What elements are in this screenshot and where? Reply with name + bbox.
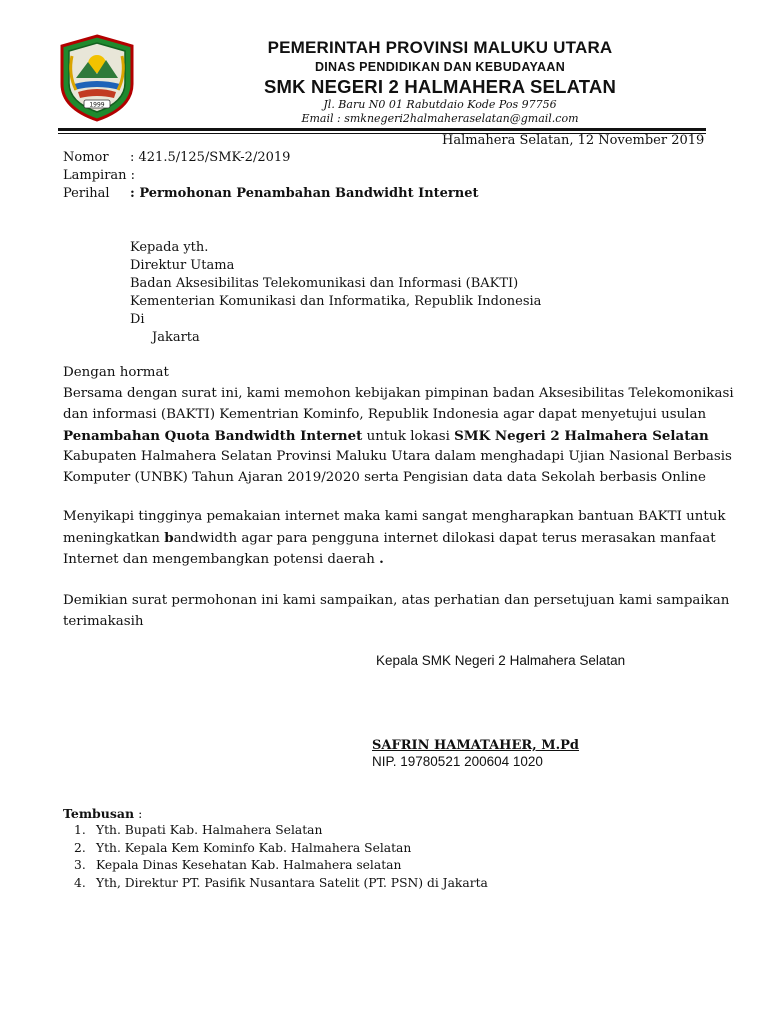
tembusan-item-number: 3. (74, 858, 86, 872)
tembusan-item-text: Yth. Kepala Kem Kominfo Kab. Halmahera Selatan (96, 840, 412, 855)
header-email: Email : smknegeri2halmaheraselatan@gmail.com (301, 112, 579, 125)
tembusan-list (63, 823, 488, 893)
paragraph-2-line-3-b: . (379, 551, 384, 567)
paragraph-1-line-3-mid: untuk lokasi (362, 429, 455, 444)
recipient-city: Jakarta (152, 330, 200, 345)
letter-date: Halmahera Selatan, 12 November 2019 (442, 133, 705, 148)
tembusan-label: Tembusan (63, 806, 135, 821)
recipient-ministry: Kementerian Komunikasi dan Informatika, Republik Indonesia (130, 294, 542, 309)
tembusan-label-wrap (63, 806, 142, 821)
header-department-title: DINAS PENDIDIKAN DAN KEBUDAYAAN (314, 60, 566, 74)
paragraph-3-line-1: Demikian surat permohonan ini kami sampaikan, atas perhatian dan persetujuan kami sampaikan (63, 593, 730, 608)
recipient-position: Direktur Utama (130, 258, 235, 273)
lampiran-label: Lampiran : (63, 168, 136, 183)
logo-year: 1999 (89, 101, 105, 109)
tembusan-item-text: Yth, Direktur PT. Pasifik Nusantara Satelit (PT. PSN) di Jakarta (96, 875, 488, 890)
signature-title: Kepala SMK Negeri 2 Halmahera Selatan (376, 653, 626, 668)
tembusan-item-number: 4. (74, 875, 86, 890)
recipient-di: Di (130, 312, 145, 327)
nomor-label: Nomor (63, 150, 109, 165)
paragraph-2-line-2-c: andwidth agar para pengguna internet dilokasi dapat terus merasakan manfaat (173, 531, 716, 546)
paragraph-2-line-1: Menyikapi tingginya pemakaian internet maka kami sangat mengharapkan bantuan BAKTI untuk (63, 509, 726, 524)
paragraph-2-line-3 (63, 551, 703, 572)
perihal-label: Perihal (63, 186, 110, 201)
nomor-value: : 421.5/125/SMK-2/2019 (130, 150, 291, 165)
paragraph-2-line-2-a: meningkatkan (63, 531, 165, 546)
tembusan-item (63, 841, 488, 859)
paragraph-3-line-2: terimakasih (63, 614, 144, 629)
header-address: Jl. Baru N0 01 Rabutdaio Kode Pos 97756 (323, 98, 557, 111)
header-school-title: SMK NEGERI 2 HALMAHERA SELATAN (263, 76, 617, 97)
header-government-title: PEMERINTAH PROVINSI MALUKU UTARA (267, 38, 613, 57)
tembusan-item-text: Yth. Bupati Kab. Halmahera Selatan (96, 823, 323, 837)
paragraph-2-line-2-b: b (164, 530, 174, 546)
perihal-value: : Permohonan Penambahan Bandwidht Internet (130, 186, 479, 201)
bandwidth-request-emphasis: Penambahan Quota Bandwidth Internet (63, 428, 363, 444)
paragraph-1-line-4: Kabupaten Halmahera Selatan Provinsi Maluku Utara dalam menghadapi Ujian Nasional Berbasis (63, 449, 732, 464)
tembusan-item (63, 858, 488, 876)
provincial-emblem-logo (58, 34, 136, 122)
tembusan-item (63, 876, 488, 894)
tembusan-item-number: 2. (74, 840, 86, 855)
paragraph-2-line-2 (63, 530, 716, 551)
greeting: Dengan hormat (63, 365, 169, 380)
tembusan-item (63, 823, 488, 841)
signature-name: SAFRIN HAMATAHER, M.Pd (372, 738, 580, 753)
header-divider-thick (58, 128, 706, 131)
paragraph-2-line-3-a: Internet dan mengembangkan potensi daerah (63, 552, 380, 567)
school-name-emphasis: SMK Negeri 2 Halmahera Selatan (454, 428, 709, 444)
recipient-salutation: Kepada yth. (130, 240, 209, 255)
paragraph-1-line-3 (63, 428, 709, 449)
tembusan-item-number: 1. (74, 823, 86, 837)
signature-nip: NIP. 19780521 200604 1020 (372, 754, 543, 769)
paragraph-1-line-1: Bersama dengan surat ini, kami memohon kebijakan pimpinan badan Aksesibilitas Telekomonikasi (63, 386, 734, 401)
paragraph-1-line-2: dan informasi (BAKTI) Kementrian Kominfo, Republik Indonesia agar dapat menyetujui usulan (63, 407, 707, 422)
recipient-agency: Badan Aksesibilitas Telekomunikasi dan Informasi (BAKTI) (130, 276, 519, 291)
tembusan-item-text: Kepala Dinas Kesehatan Kab. Halmahera selatan (96, 858, 402, 872)
tembusan-colon: : (134, 806, 143, 821)
paragraph-1-line-5: Komputer (UNBK) Tahun Ajaran 2019/2020 serta Pengisian data data Sekolah berbasis Online (63, 470, 706, 485)
